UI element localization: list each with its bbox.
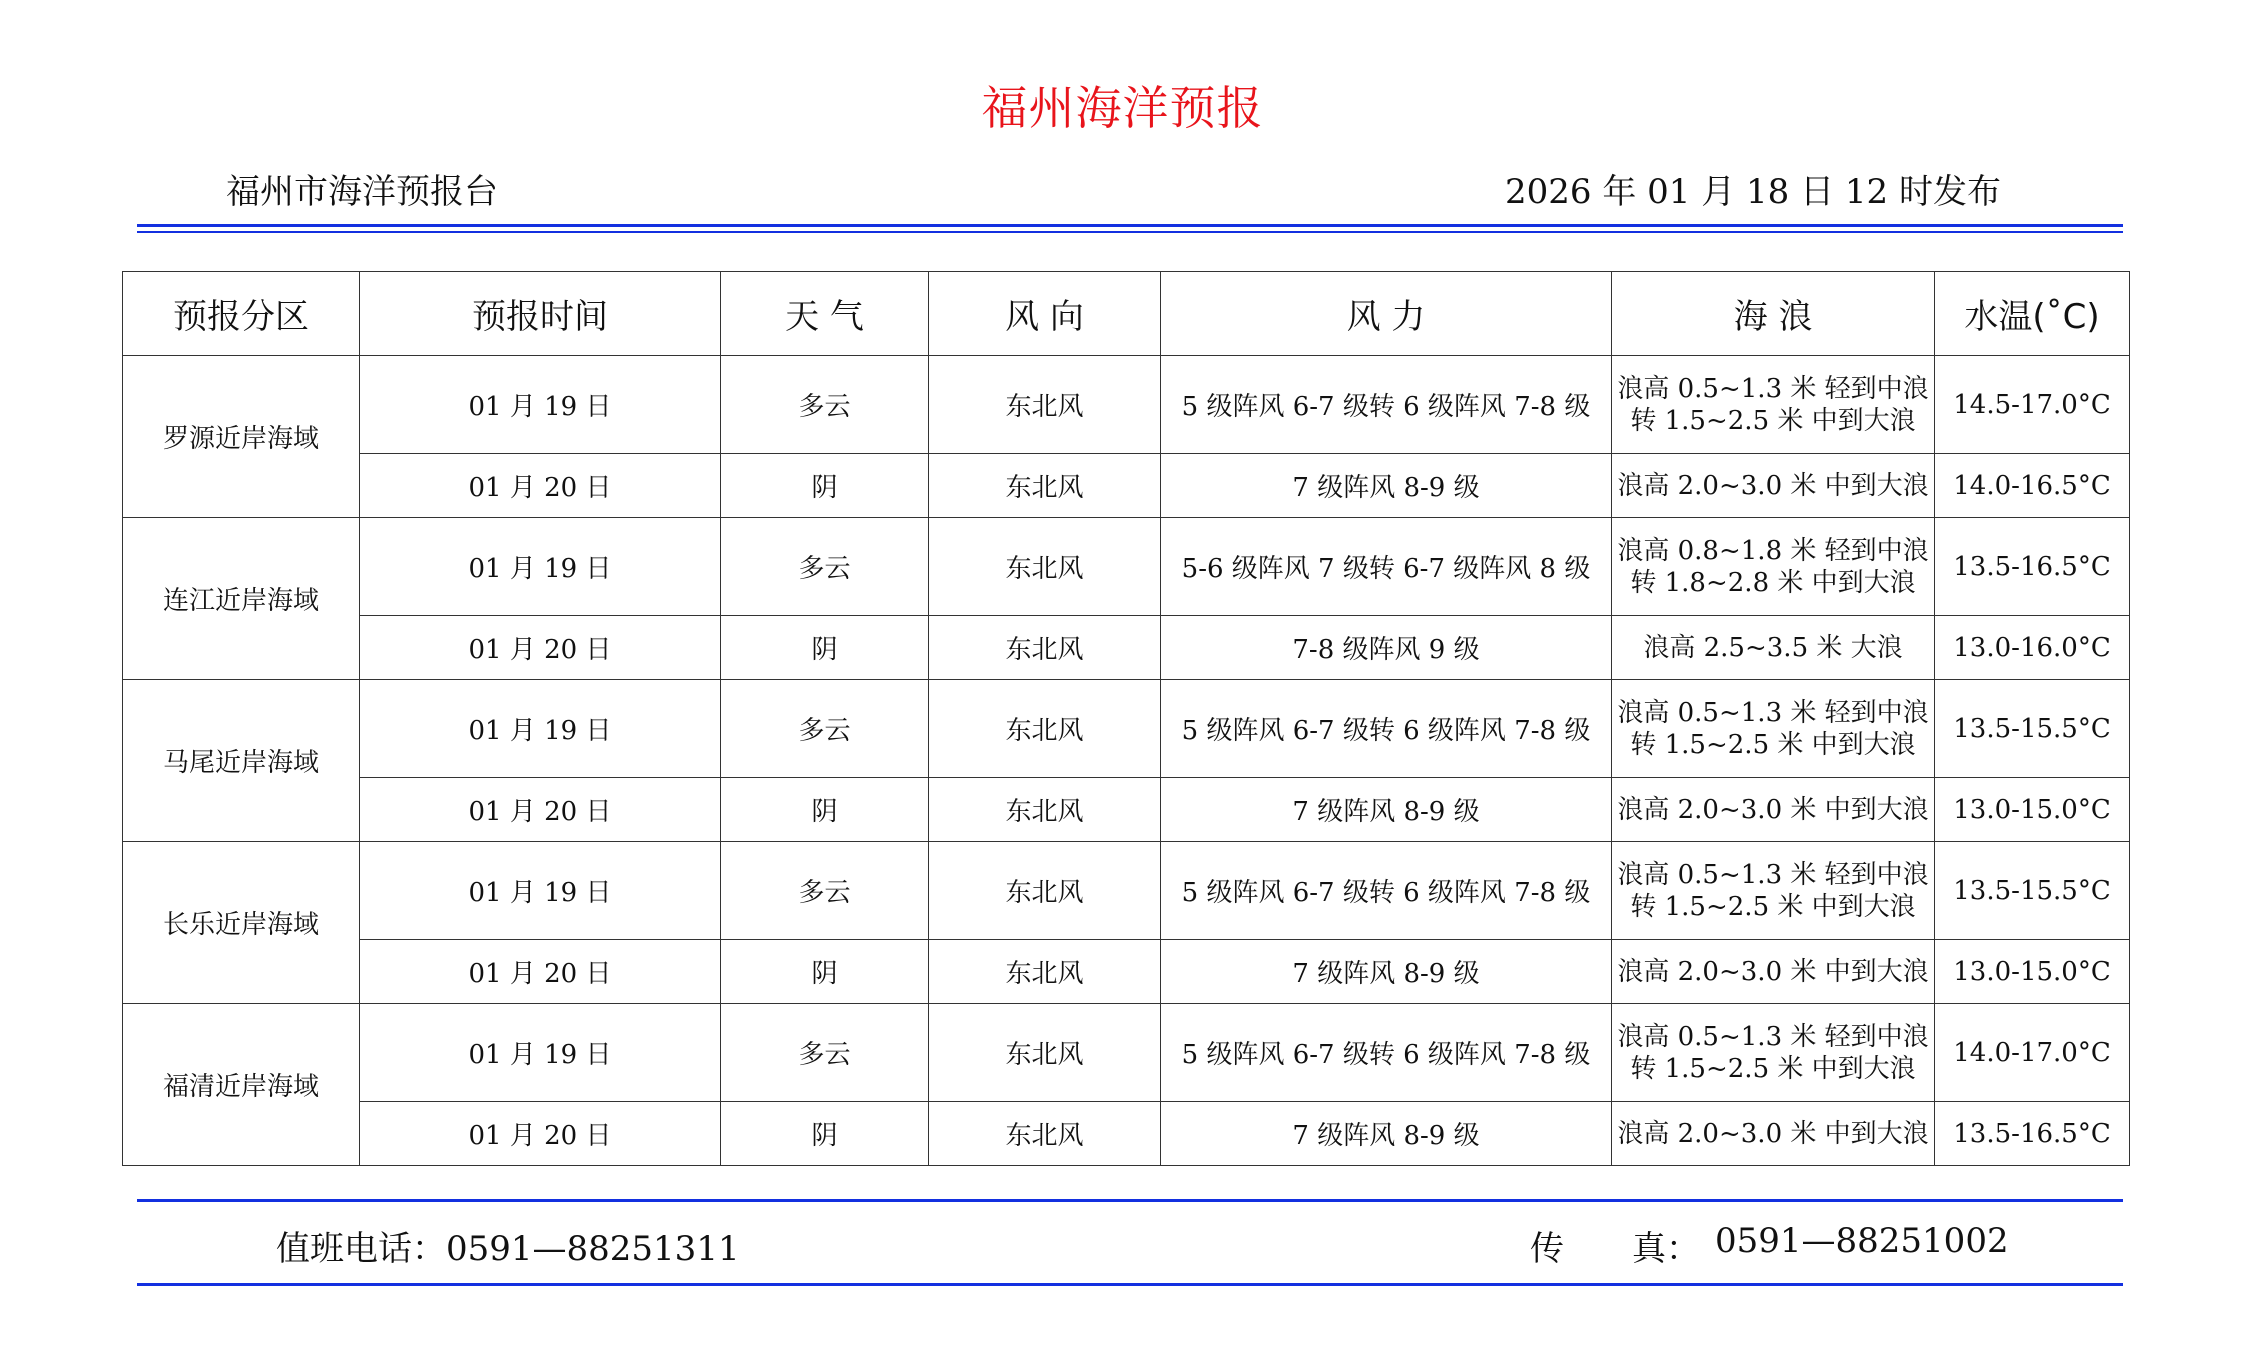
wind-force-cell: 5 级阵风 6-7 级转 6 级阵风 7-8 级 bbox=[1161, 680, 1612, 778]
weather-cell: 阴 bbox=[721, 1102, 929, 1166]
forecast-table bbox=[122, 271, 2130, 1166]
footer-rule-bottom bbox=[137, 1283, 2123, 1286]
wind-force-cell: 5 级阵风 6-7 级转 6 级阵风 7-8 级 bbox=[1161, 356, 1612, 454]
forecast-date: 01 月 20 日 bbox=[360, 454, 721, 518]
header-rule-thin bbox=[137, 231, 2123, 233]
water-temp-cell: 14.5-17.0°C bbox=[1935, 356, 2130, 454]
issuer-name: 福州市海洋预报台 bbox=[226, 172, 498, 212]
table-row bbox=[123, 1004, 2130, 1102]
table-row bbox=[123, 518, 2130, 616]
wave-cell: 浪高 0.5~1.3 米 轻到中浪 转 1.5~2.5 米 中到大浪 bbox=[1612, 356, 1935, 454]
footer-rule-top bbox=[137, 1199, 2123, 1202]
wave-cell: 浪高 0.5~1.3 米 轻到中浪 转 1.5~2.5 米 中到大浪 bbox=[1612, 842, 1935, 940]
water-temp-cell: 13.5-16.5°C bbox=[1935, 1102, 2130, 1166]
forecast-date: 01 月 20 日 bbox=[360, 1102, 721, 1166]
fax-label: 传 真： bbox=[1530, 1229, 1700, 1269]
wind-direction-cell: 东北风 bbox=[929, 940, 1161, 1004]
wind-direction-cell: 东北风 bbox=[929, 1102, 1161, 1166]
zone-name: 福清近岸海域 bbox=[123, 1004, 360, 1166]
zone-name: 罗源近岸海域 bbox=[123, 356, 360, 518]
table-row bbox=[123, 1102, 2130, 1166]
water-temp-cell: 13.5-15.5°C bbox=[1935, 680, 2130, 778]
forecast-date: 01 月 19 日 bbox=[360, 1004, 721, 1102]
wave-cell: 浪高 2.5~3.5 米 大浪 bbox=[1612, 616, 1935, 680]
zone-name: 马尾近岸海域 bbox=[123, 680, 360, 842]
wind-direction-cell: 东北风 bbox=[929, 454, 1161, 518]
forecast-date: 01 月 20 日 bbox=[360, 778, 721, 842]
forecast-date: 01 月 20 日 bbox=[360, 616, 721, 680]
weather-cell: 多云 bbox=[721, 1004, 929, 1102]
forecast-date: 01 月 19 日 bbox=[360, 356, 721, 454]
wind-force-cell: 7 级阵风 8-9 级 bbox=[1161, 940, 1612, 1004]
table-row bbox=[123, 680, 2130, 778]
table-row bbox=[123, 454, 2130, 518]
wind-force-cell: 5 级阵风 6-7 级转 6 级阵风 7-8 级 bbox=[1161, 1004, 1612, 1102]
weather-cell: 阴 bbox=[721, 454, 929, 518]
zone-name: 连江近岸海域 bbox=[123, 518, 360, 680]
wind-direction-cell: 东北风 bbox=[929, 680, 1161, 778]
header-wave: 海 浪 bbox=[1612, 272, 1935, 356]
header-weather: 天 气 bbox=[721, 272, 929, 356]
duty-phone: 值班电话：0591—88251311 bbox=[276, 1229, 740, 1269]
wave-cell: 浪高 2.0~3.0 米 中到大浪 bbox=[1612, 454, 1935, 518]
forecast-date: 01 月 20 日 bbox=[360, 940, 721, 1004]
wind-direction-cell: 东北风 bbox=[929, 356, 1161, 454]
wind-force-cell: 5-6 级阵风 7 级转 6-7 级阵风 8 级 bbox=[1161, 518, 1612, 616]
wave-cell: 浪高 0.8~1.8 米 轻到中浪 转 1.8~2.8 米 中到大浪 bbox=[1612, 518, 1935, 616]
header-water-temp: 水温(˚C) bbox=[1935, 272, 2130, 356]
wave-cell: 浪高 0.5~1.3 米 轻到中浪 转 1.5~2.5 米 中到大浪 bbox=[1612, 680, 1935, 778]
wave-cell: 浪高 0.5~1.3 米 轻到中浪 转 1.5~2.5 米 中到大浪 bbox=[1612, 1004, 1935, 1102]
table-header-row bbox=[123, 272, 2130, 356]
weather-cell: 多云 bbox=[721, 680, 929, 778]
wind-direction-cell: 东北风 bbox=[929, 616, 1161, 680]
wave-cell: 浪高 2.0~3.0 米 中到大浪 bbox=[1612, 778, 1935, 842]
water-temp-cell: 14.0-17.0°C bbox=[1935, 1004, 2130, 1102]
wave-cell: 浪高 2.0~3.0 米 中到大浪 bbox=[1612, 1102, 1935, 1166]
wind-direction-cell: 东北风 bbox=[929, 778, 1161, 842]
issue-time: 2026 年 01 月 18 日 12 时发布 bbox=[1505, 172, 2001, 212]
weather-cell: 阴 bbox=[721, 778, 929, 842]
table-row bbox=[123, 940, 2130, 1004]
page-title: 福州海洋预报 bbox=[981, 81, 1264, 135]
fax-number: 0591—88251002 bbox=[1715, 1221, 2009, 1261]
weather-cell: 多云 bbox=[721, 356, 929, 454]
weather-cell: 多云 bbox=[721, 842, 929, 940]
header-wind-force: 风 力 bbox=[1161, 272, 1612, 356]
weather-cell: 阴 bbox=[721, 940, 929, 1004]
wind-force-cell: 7 级阵风 8-9 级 bbox=[1161, 1102, 1612, 1166]
wind-force-cell: 5 级阵风 6-7 级转 6 级阵风 7-8 级 bbox=[1161, 842, 1612, 940]
wave-cell: 浪高 2.0~3.0 米 中到大浪 bbox=[1612, 940, 1935, 1004]
table-row bbox=[123, 778, 2130, 842]
wind-force-cell: 7-8 级阵风 9 级 bbox=[1161, 616, 1612, 680]
water-temp-cell: 14.0-16.5°C bbox=[1935, 454, 2130, 518]
header-zone: 预报分区 bbox=[123, 272, 360, 356]
forecast-date: 01 月 19 日 bbox=[360, 518, 721, 616]
wind-direction-cell: 东北风 bbox=[929, 842, 1161, 940]
table-row bbox=[123, 616, 2130, 680]
forecast-date: 01 月 19 日 bbox=[360, 680, 721, 778]
table-row bbox=[123, 356, 2130, 454]
table-row bbox=[123, 842, 2130, 940]
water-temp-cell: 13.0-15.0°C bbox=[1935, 940, 2130, 1004]
water-temp-cell: 13.0-16.0°C bbox=[1935, 616, 2130, 680]
forecast-date: 01 月 19 日 bbox=[360, 842, 721, 940]
wind-direction-cell: 东北风 bbox=[929, 1004, 1161, 1102]
header-time: 预报时间 bbox=[360, 272, 721, 356]
weather-cell: 阴 bbox=[721, 616, 929, 680]
header-rule-thick bbox=[137, 224, 2123, 227]
wind-direction-cell: 东北风 bbox=[929, 518, 1161, 616]
wind-force-cell: 7 级阵风 8-9 级 bbox=[1161, 778, 1612, 842]
zone-name: 长乐近岸海域 bbox=[123, 842, 360, 1004]
water-temp-cell: 13.5-16.5°C bbox=[1935, 518, 2130, 616]
water-temp-cell: 13.0-15.0°C bbox=[1935, 778, 2130, 842]
weather-cell: 多云 bbox=[721, 518, 929, 616]
water-temp-cell: 13.5-15.5°C bbox=[1935, 842, 2130, 940]
wind-force-cell: 7 级阵风 8-9 级 bbox=[1161, 454, 1612, 518]
header-wind-direction: 风 向 bbox=[929, 272, 1161, 356]
